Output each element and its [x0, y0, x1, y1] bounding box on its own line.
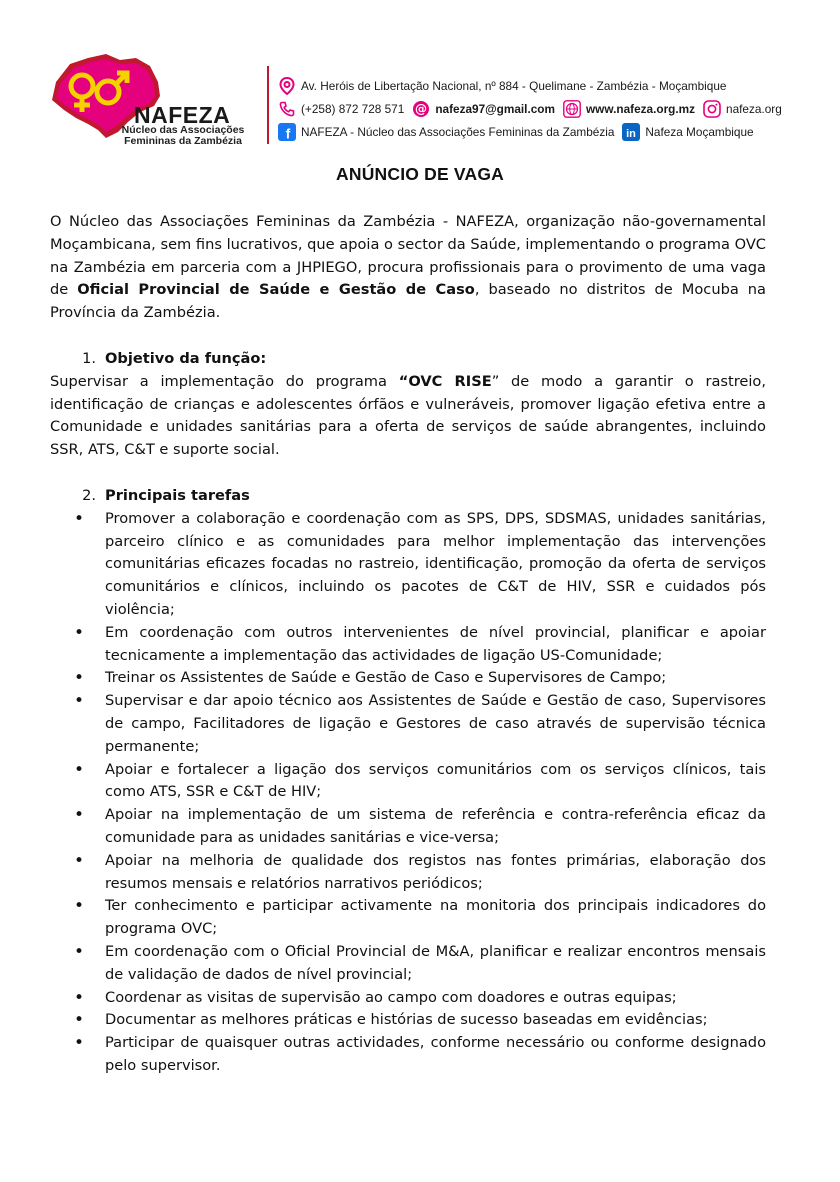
instagram-icon: [703, 100, 721, 118]
list-item: • Participar de quaisquer outras actividades, conforme necessário ou conforme designado pelo supervisor.: [50, 1032, 766, 1078]
list-item: • Promover a colaboração e coordenação com as SPS, DPS, SDSMAS, unidades sanitárias, parceiro clínico e as comunidades para melhor implementação das intervenções comunitárias eficazes focadas no rastreio, identificação, promoção da oferta de serviços comunitários e clínicos, incluindo os pacotes de C&T de HIV, SSR e cuidados pós violência;: [50, 508, 766, 622]
svg-text:f: f: [285, 125, 291, 141]
phone-icon: [278, 100, 296, 118]
list-item: • Em coordenação com o Oficial Provincial de M&A, planificar e realizar encontros mensais de validação de dados de nível provincial;: [50, 941, 766, 987]
address-text: Av. Heróis de Libertação Nacional, nº 884 - Quelimane - Zambézia - Moçambique: [301, 78, 727, 93]
social-row: [278, 120, 798, 143]
list-item: • Documentar as melhores práticas e histórias de sucesso baseadas em evidências;: [50, 1009, 766, 1032]
letterhead: [48, 52, 798, 147]
instagram-text[interactable]: nafeza.org: [726, 101, 782, 116]
header-divider: [267, 66, 269, 144]
list-item: • Apoiar na melhoria de qualidade dos registos nas fontes primárias, elaboração dos resumos mensais e relatórios narrativos periódicos;: [50, 850, 766, 896]
section-2-heading: 2. Principais tarefas: [82, 486, 250, 504]
document-body: [50, 211, 766, 1078]
section-1-heading: 1. Objetivo da função:: [82, 349, 267, 367]
contact-block: [278, 74, 798, 143]
linkedin-icon: [622, 123, 640, 141]
intro-paragraph: O Núcleo das Associações Femininas da Zambézia - NAFEZA, organização não-governamental Moçambicana, sem fins lucrativos, que apoia o sector da Saúde, implementando o programa OVC na Zambézia em parceria com a JHPIEGO, procura profissionais para o provimento de uma vaga de Oficial Provincial de Saúde e Gestão de Caso, baseado no distritos de Mocuba na Província da Zambézia.: [50, 213, 766, 322]
location-pin-icon: [278, 77, 296, 95]
list-item: • Supervisar e dar apoio técnico aos Assistentes de Saúde e Gestão de caso, Supervisores de campo, Facilitadores de ligação e Gestores de caso através de supervisão técnica permanente;: [50, 690, 766, 758]
website-text[interactable]: www.nafeza.org.mz: [586, 101, 696, 116]
email-text[interactable]: nafeza97@gmail.com: [435, 101, 555, 116]
list-item: • Apoiar na implementação de um sistema de referência e contra-referência eficaz da comunidade para as unidades sanitárias e vice-versa;: [50, 804, 766, 850]
facebook-icon: [278, 123, 296, 141]
document-title: ANÚNCIO DE VAGA: [336, 164, 504, 184]
nafeza-logo: [48, 52, 260, 147]
list-item: • Treinar os Assistentes de Saúde e Gestão de Caso e Supervisores de Campo;: [50, 667, 766, 690]
email-at-icon: [412, 100, 430, 118]
section-1-text: Supervisar a implementação do programa “OVC RISE” de modo a garantir o rastreio, identificação de crianças e adolescentes órfãos e vulneráveis, promover ligação efetiva entre a Comunidade e unidades sanitárias para a oferta de serviços de saúde abrangentes, incluindo SSR, ATS, C&T e suporte social.: [50, 372, 766, 459]
logo-name: NAFEZA: [134, 102, 231, 128]
position-title: Oficial Provincial de Saúde e Gestão de Caso: [77, 281, 475, 299]
task-list: [50, 508, 766, 1078]
list-item: • Apoiar e fortalecer a ligação dos serviços comunitários com os serviços clínicos, tais como ATS, SSR e C&T de HIV;: [50, 759, 766, 805]
phone-text: (+258) 872 728 571: [301, 101, 405, 116]
logo-subtitle: Núcleo das Associações Femininas da Zambézia: [121, 124, 245, 147]
svg-text:@: @: [415, 101, 428, 116]
list-item: • Coordenar as visitas de supervisão ao campo com doadores e outras equipas;: [50, 987, 766, 1010]
facebook-text[interactable]: NAFEZA - Núcleo das Associações Femininas da Zambézia: [301, 124, 615, 139]
list-item: • Ter conhecimento e participar activamente na monitoria dos principais indicadores do programa OVC;: [50, 895, 766, 941]
contacts-row: [278, 97, 798, 120]
linkedin-text[interactable]: Nafeza Moçambique: [645, 124, 754, 139]
address-row: [278, 74, 798, 97]
globe-icon: [563, 100, 581, 118]
program-name: “OVC RISE: [398, 372, 492, 390]
svg-text:in: in: [626, 127, 637, 140]
list-item: • Em coordenação com outros intervenientes de nível provincial, planificar e apoiar tecnicamente a implementação das actividades de ligação US-Comunidade;: [50, 622, 766, 668]
